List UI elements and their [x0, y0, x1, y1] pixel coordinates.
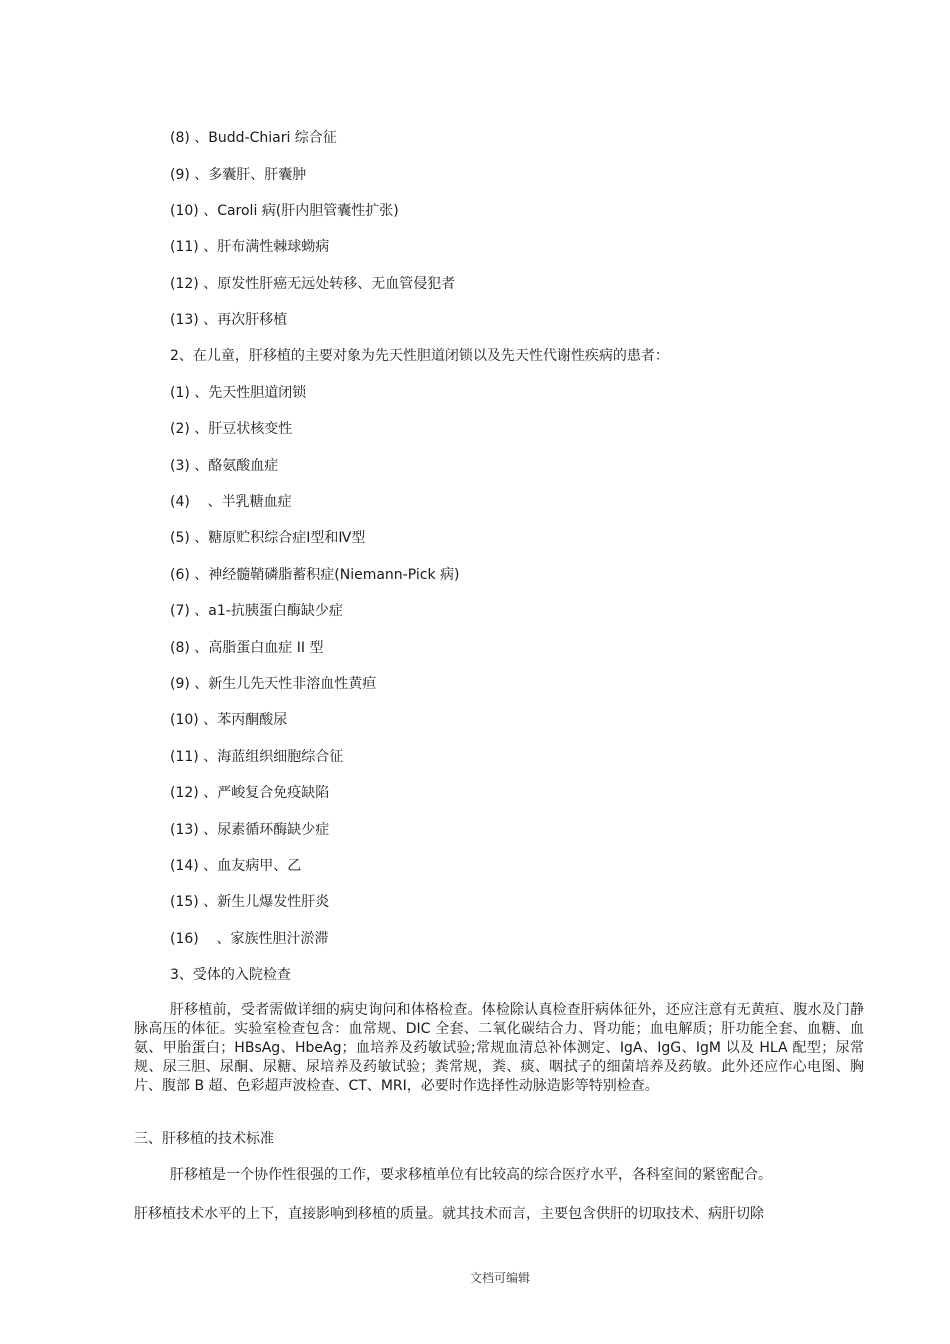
list-item: (1) 、先天性胆道闭锁	[170, 385, 307, 401]
list-item: (9) 、多囊肝、肝囊肿	[170, 167, 307, 183]
list-item: (13) 、再次肝移植	[170, 312, 288, 328]
list-item: (15) 、新生儿爆发性肝炎	[170, 894, 330, 910]
list-item: (8) 、高脂蛋白血症 II 型	[170, 640, 324, 656]
list-item: (11) 、海蓝组织细胞综合征	[170, 749, 344, 765]
list-item: (2) 、肝豆状核变性	[170, 421, 293, 437]
list-item: (13) 、尿素循环酶缺少症	[170, 822, 330, 838]
list-item: (9) 、新生儿先天性非溶血性黄疸	[170, 676, 377, 692]
page-footer: 文档可编辑	[470, 1271, 531, 1285]
body-text-line: 肝移植是一个协作性很强的工作，要求移植单位有比较高的综合医疗水平，各科室间的紧密配合。	[170, 1167, 772, 1183]
list-item: (16) 、家族性胆汁淤滞	[170, 931, 329, 947]
list-item: (12) 、严峻复合免疫缺陷	[170, 785, 330, 801]
list-item: (10) 、Caroli 病(肝内胆管囊性扩张)	[170, 203, 399, 219]
list-item: (3) 、酪氨酸血症	[170, 458, 279, 474]
list-item: (4) 、半乳糖血症	[170, 494, 292, 510]
list-item: (6) 、神经髓鞘磷脂蓄积症(Niemann-Pick 病)	[170, 567, 460, 583]
list-item: (8) 、Budd-Chiari 综合征	[170, 130, 337, 146]
exam-paragraph: 肝移植前，受者需做详细的病史询问和体格检查。体检除认真检查肝病体征外，还应注意有无黄疸、腹水及门静脉高压的体征。实验室检查包含：血常规、DIC 全套、二氧化碳结合力、肾功能；血电解质；肝功能全套、血糖、血氨、甲胎蛋白；HBsAg、HbeAg；血培养及药敏试验;常规血清总补体测定、IgA、IgG、IgM 以及 HLA 配型；尿常规、尿三胆、尿酮、尿糖、尿培养及药敏试验；粪常规，粪、痰、咽拭子的细菌培养及药敏。此外还应作心电图、胸片、腹部 B 超、色彩超声波检查、CT、MRI，必要时作选择性动脉造影等特别检查。	[134, 1002, 864, 1094]
list-item: (7) 、a1-抗胰蛋白酶缺少症	[170, 603, 343, 619]
children-intro: 2、在儿童，肝移植的主要对象为先天性胆道闭锁以及先天性代谢性疾病的患者：	[170, 348, 669, 364]
list-item: (5) 、糖原贮积综合症Ⅰ型和Ⅳ型	[170, 530, 366, 546]
list-item: (11) 、肝布满性棘球蚴病	[170, 239, 330, 255]
section-heading: 三、肝移植的技术标准	[134, 1131, 274, 1147]
list-item: (12) 、原发性肝癌无远处转移、无血管侵犯者	[170, 276, 456, 292]
body-text-line: 肝移植技术水平的上下，直接影响到移植的质量。就其技术而言，主要包含供肝的切取技术、病肝切除	[134, 1206, 764, 1222]
exam-heading: 3、受体的入院检查	[170, 967, 291, 983]
list-item: (14) 、血友病甲、乙	[170, 858, 302, 874]
list-item: (10) 、苯丙酮酸尿	[170, 712, 288, 728]
